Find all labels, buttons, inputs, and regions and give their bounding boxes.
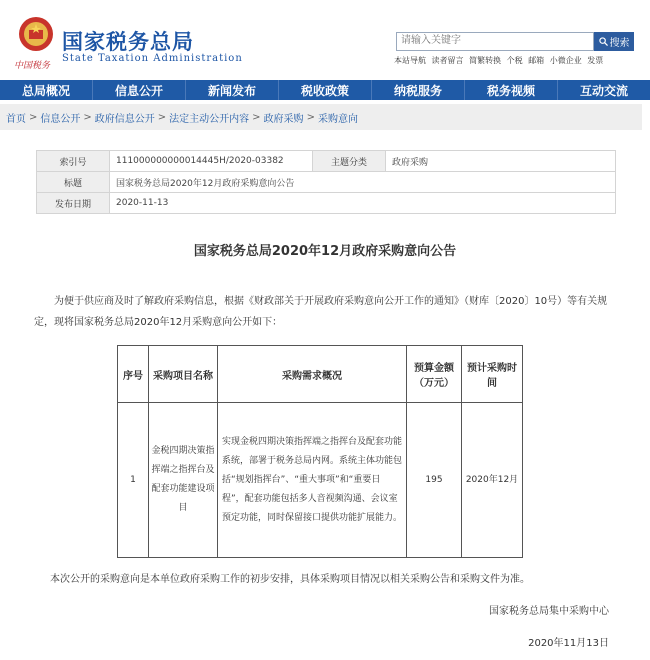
tool-traditional[interactable]: 简繁转换	[469, 56, 502, 65]
breadcrumb-info-public[interactable]: 信息公开	[40, 113, 81, 125]
meta-index-label: 索引号	[37, 151, 110, 172]
article-title: 国家税务总局2020年12月政府采购意向公告	[193, 244, 457, 259]
table-header-no: 序号	[118, 346, 149, 403]
meta-title-label: 标题	[37, 172, 110, 193]
search-box	[396, 32, 594, 51]
tool-invoice[interactable]: 发票	[587, 56, 604, 65]
table-header-name: 采购项目名称	[149, 346, 218, 403]
article-intro: 为便于供应商及时了解政府采购信息，根据《财政部关于开展政府采购意向公开工作的通知》（财库〔2020〕10号）等有关规定，现将国家税务总局2020年12月采购意向公开如下：	[34, 296, 608, 328]
meta-date-value: 2020-11-13	[110, 193, 616, 214]
national-emblem-icon	[18, 16, 54, 52]
meta-index-value: 111000000000014445H/2020-03382	[110, 151, 313, 172]
search-button[interactable]	[594, 32, 634, 51]
meta-category-value: 政府采购	[386, 151, 616, 172]
breadcrumb: 首页 > 信息公开 > 政府信息公开 > 法定主动公开内容 > 政府采购 > 采购意向	[0, 104, 642, 130]
row-name: 金税四期决策指挥端之指挥台及配套功能建设项目	[149, 403, 218, 558]
table-header-requirement: 采购需求概况	[218, 346, 407, 403]
article-signature: 国家税务总局集中采购中心	[489, 606, 609, 617]
breadcrumb-procurement[interactable]: 政府采购	[263, 113, 304, 125]
nav-interaction[interactable]: 互动交流	[579, 83, 628, 98]
meta-table	[36, 150, 616, 214]
meta-title-value: 国家税务总局2020年12月政府采购意向公告	[110, 172, 616, 193]
procurement-table	[117, 345, 523, 558]
nav-overview[interactable]: 总局概况	[0, 80, 93, 100]
tool-feedback[interactable]: 读者留言	[431, 56, 464, 65]
breadcrumb-statutory[interactable]: 法定主动公开内容	[169, 113, 250, 125]
breadcrumb-gov-info[interactable]: 政府信息公开	[94, 113, 155, 125]
meta-date-label: 发布日期	[37, 193, 110, 214]
article-date: 2020年11月13日	[528, 638, 609, 649]
china-tax-slogan: 中国税务	[14, 61, 51, 71]
tool-sitemap[interactable]: 本站导航	[394, 56, 426, 65]
row-requirement: 实现金税四期决策指挥端之指挥台及配套功能系统，部署于税务总局内网。系统主体功能包括“规划指挥台”、“重大事项”和“重要日程”，配套功能包括多人音视频沟通、会议室预定功能，同时保留接口提供功能扩展能力。	[218, 403, 407, 558]
main-nav	[0, 80, 650, 100]
site-header	[0, 0, 650, 76]
nav-tax-service[interactable]: 纳税服务	[372, 80, 465, 100]
tool-small-business[interactable]: 小微企业	[549, 56, 582, 65]
search-button-label: 搜索	[609, 38, 630, 49]
table-row	[118, 403, 523, 558]
breadcrumb-home[interactable]: 首页	[6, 113, 26, 125]
search-icon	[599, 37, 608, 46]
nav-news[interactable]: 新闻发布	[186, 80, 279, 100]
table-header-budget: 预算金额（万元）	[407, 346, 462, 403]
site-logo-subtitle: State Taxation Administration	[62, 53, 243, 64]
tool-iit[interactable]: 个税	[506, 56, 523, 65]
meta-category-label: 主题分类	[313, 151, 386, 172]
tool-mail[interactable]: 邮箱	[528, 56, 545, 65]
row-no: 1	[118, 403, 149, 558]
header-tools	[394, 55, 606, 66]
nav-tax-policy[interactable]: 税收政策	[279, 80, 372, 100]
row-time: 2020年12月	[462, 403, 523, 558]
breadcrumb-intent[interactable]: 采购意向	[317, 113, 358, 125]
article-note: 本次公开的采购意向是本单位政府采购工作的初步安排，具体采购项目情况以相关采购公告和采购文件为准。	[50, 574, 530, 585]
nav-info-public[interactable]: 信息公开	[93, 80, 186, 100]
row-budget: 195	[407, 403, 462, 558]
search-input[interactable]	[397, 33, 595, 48]
site-logo-title[interactable]: 国家税务总局	[62, 30, 194, 54]
table-header-time: 预计采购时间	[462, 346, 523, 403]
nav-tax-video[interactable]: 税务视频	[465, 80, 558, 100]
